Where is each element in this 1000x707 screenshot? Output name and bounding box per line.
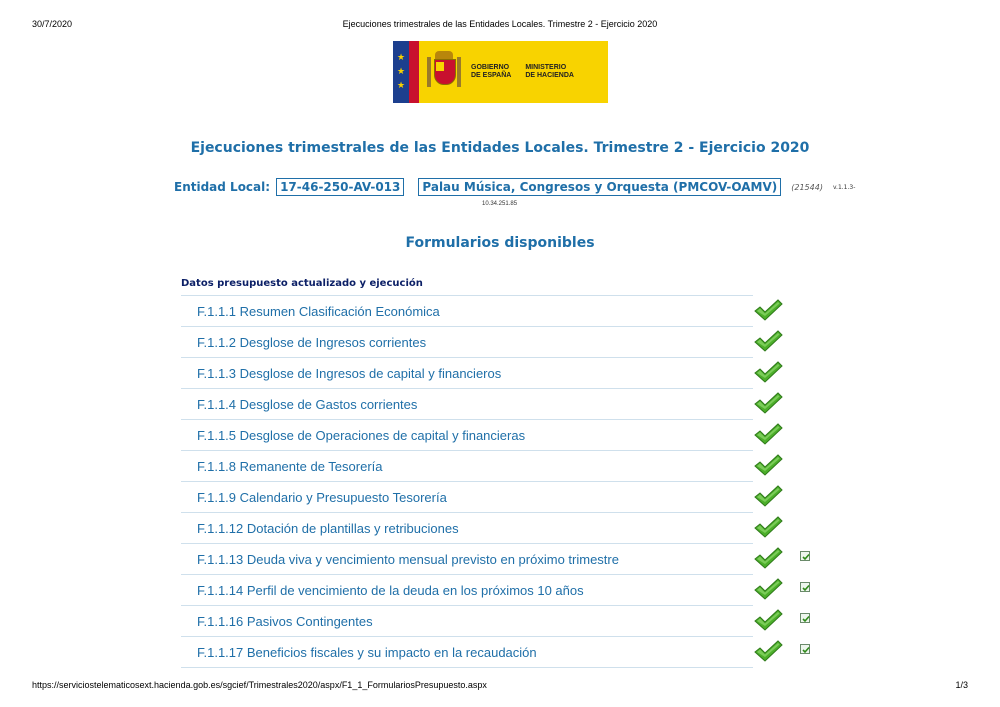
form-link[interactable]: F.1.1.8 Remanente de Tesorería [197, 459, 383, 474]
form-row [181, 357, 753, 388]
checked-checkbox[interactable] [800, 582, 810, 592]
completed-check-icon [753, 515, 783, 539]
form-row [181, 605, 753, 636]
app-version: v.1.1.3- [832, 183, 856, 191]
entity-name-field: Palau Música, Congresos y Orquesta (PMCOV-OAMV) [418, 178, 781, 196]
forms-list [181, 295, 753, 668]
server-ip: 10.34.251.85 [482, 201, 518, 207]
form-row [181, 574, 753, 605]
completed-check-icon [753, 391, 783, 415]
forms-title: Formularios disponibles [405, 235, 595, 251]
form-link[interactable]: F.1.1.2 Desglose de Ingresos corrientes [197, 335, 427, 350]
form-link[interactable]: F.1.1.5 Desglose de Operaciones de capital y financieras [197, 428, 526, 443]
print-date: 30/7/2020 [32, 19, 73, 29]
form-link[interactable]: F.1.1.14 Perfil de vencimiento de la deuda en los próximos 10 años [197, 583, 584, 598]
form-row [181, 326, 753, 357]
print-page-number: 1/3 [955, 680, 968, 690]
entity-id: (21544) [791, 182, 823, 192]
print-header [0, 0, 1000, 30]
form-row [181, 419, 753, 450]
form-row [181, 636, 753, 668]
form-row [181, 512, 753, 543]
completed-check-icon [753, 422, 783, 446]
completed-check-icon [753, 577, 783, 601]
form-link[interactable]: F.1.1.17 Beneficios fiscales y su impacto en la recaudación [197, 645, 537, 660]
completed-check-icon [753, 639, 783, 663]
logo-ministerio-text: MINISTERIO DE HACIENDA [525, 64, 574, 79]
checked-checkbox[interactable] [800, 644, 810, 654]
form-row [181, 388, 753, 419]
checked-checkbox[interactable] [800, 551, 810, 561]
completed-check-icon [753, 453, 783, 477]
entity-row [174, 178, 855, 196]
form-row [181, 450, 753, 481]
completed-check-icon [753, 484, 783, 508]
form-row [181, 543, 753, 574]
form-link[interactable]: F.1.1.1 Resumen Clasificación Económica [197, 304, 440, 319]
form-link[interactable]: F.1.1.9 Calendario y Presupuesto Tesorería [197, 490, 447, 505]
checked-checkbox[interactable] [800, 613, 810, 623]
completed-check-icon [753, 329, 783, 353]
page-title: Ejecuciones trimestrales de las Entidades Locales. Trimestre 2 - Ejercicio 2020 [190, 140, 810, 156]
completed-check-icon [753, 298, 783, 322]
eu-flag-icon: ★ ★ ★ [393, 41, 419, 103]
logo-gobierno-text: GOBIERNO DE ESPAÑA [471, 64, 512, 79]
coat-of-arms-icon [427, 51, 461, 93]
form-row [181, 481, 753, 512]
print-title: Ejecuciones trimestrales de las Entidades Locales. Trimestre 2 - Ejercicio 2020 [342, 19, 658, 29]
section-title: Datos presupuesto actualizado y ejecución [181, 278, 423, 289]
government-logo [393, 41, 608, 103]
form-link[interactable]: F.1.1.4 Desglose de Gastos corrientes [197, 397, 418, 412]
form-link[interactable]: F.1.1.12 Dotación de plantillas y retribuciones [197, 521, 459, 536]
form-link[interactable]: F.1.1.13 Deuda viva y vencimiento mensual previsto en próximo trimestre [197, 552, 619, 567]
completed-check-icon [753, 546, 783, 570]
form-row [181, 295, 753, 326]
completed-check-icon [753, 360, 783, 384]
form-link[interactable]: F.1.1.16 Pasivos Contingentes [197, 614, 373, 629]
entity-label: Entidad Local: [174, 180, 271, 194]
entity-code-field: 17-46-250-AV-013 [276, 178, 404, 196]
print-url: https://serviciostelematicosext.hacienda.gob.es/sgcief/Trimestrales2020/aspx/F1_1_FormulariosPresupuesto.aspx [32, 680, 487, 690]
completed-check-icon [753, 608, 783, 632]
form-link[interactable]: F.1.1.3 Desglose de Ingresos de capital y financieros [197, 366, 502, 381]
